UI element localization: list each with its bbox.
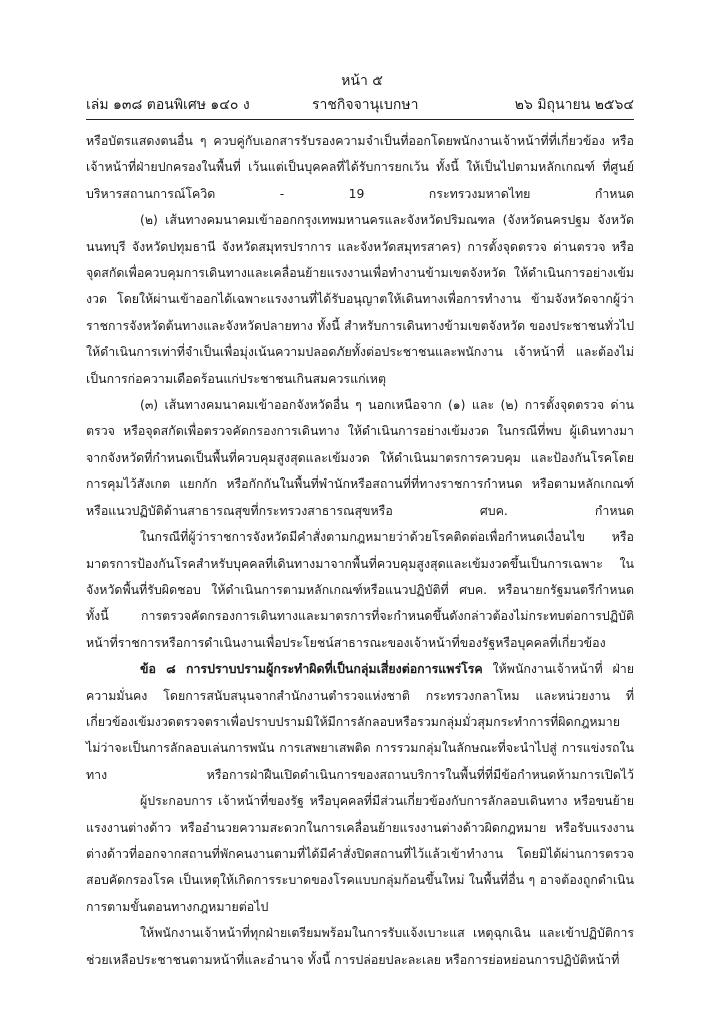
paragraph-text: ผู้ประกอบการ เจ้าหน้าที่ของรัฐ หรือบุคคลที่มีส่วนเกี่ยวข้องกับการลักลอบเดินทาง หรือขนย้ายแรงงานต่างด้าว หรืออำนวยความสะดวกในการเคลื่อนย้ายแรงงานต่างด้าวผิดกฎหมาย หรือรับแรงงานต่างด้าวที่ออกจากสถานที่พักคนงานตามที่ได้มีคำสั่งปิดสถานที่ไว้แล้วเข้าทำงาน โดยมิได้ผ่านการตรวจสอบคัดกรองโรค เป็นเหตุให้เกิดการระบาดของโรคแบบกลุ่มก้อนขึ้นใหม่ ในพื้นที่อื่น ๆ อาจต้องถูกดำเนินการตามขั้นตอนทางกฎหมายต่อไป [86,793,634,914]
paragraph-officials-readiness [86,920,634,973]
volume-issue: เล่ม ๑๓๘ ตอนพิเศษ ๑๔๐ ง [86,97,250,113]
paragraph-text: ให้พนักงานเจ้าหน้าที่ทุกฝ่ายเตรียมพร้อมในการรับแจ้งเบาะแส เหตุฉุกเฉิน และเข้าปฏิบัติการ ช่วยเหลือประชาชนตามหน้าที่และอำนาจ ทั้งนี้ การปล่อยปละละเลย หรือการย่อหย่อนการปฏิบัติหน้าที่ [86,925,634,967]
issue-date: ๒๖ มิถุนายน ๒๕๖๔ [514,97,634,113]
paragraph-text: ให้พนักงานเจ้าหน้าที่ ฝ่ายความมั่นคง โดยการสนับสนุนจากสำนักงานตำรวจแห่งชาติ กระทรวงกลาโหม และหน่วยงาน ที่เกี่ยวข้องเข้มงวดตรวจตราเพื่อปราบปรามมิให้มีการลักลอบหรือรวมกลุ่มมั่วสุมกระทำการที่ผิดกฎหมาย ไม่ว่าจะเป็นการลักลอบเล่นการพนัน การเสพยาเสพติด การรวมกลุ่มในลักษณะที่จะนำไปสู่ การแข่งรถในทาง หรือการฝ่าฝืนเปิดดำเนินการของสถานบริการในพื้นที่ที่มีข้อกำหนดห้ามการเปิดไว้ [86,661,634,782]
page-number: หน้า ๕ [341,73,383,89]
paragraph-continuation [86,128,634,207]
document-body [86,128,634,973]
paragraph-text: ในกรณีที่ผู้ว่าราชการจังหวัดมีคำสั่งตามกฎหมายว่าด้วยโรคติดต่อเพื่อกำหนดเงื่อนไข หรือมาตรการป้องกันโรคสำหรับบุคคลที่เดินทางมาจากพื้นที่ควบคุมสูงสุดและเข้มงวดขึ้นเป็นการเฉพาะ ในจังหวัดพื้นที่รับผิดชอบ ให้ดำเนินการตามหลักเกณฑ์หรือแนวปฏิบัติที่ ศบค. หรือนายกรัฐมนตรีกำหนด ทั้งนี้ การตรวจคัดกรองการเดินทางและมาตรการที่จะกำหนดขึ้นดังกล่าวต้องไม่กระทบต่อการปฏิบัติ หน้าที่ราชการหรือการดำเนินงานเพื่อประโยชน์สาธารณะของเจ้าหน้าที่ของรัฐหรือบุคคลที่เกี่ยวข้อง [86,529,634,650]
paragraph-text: (๓) เส้นทางคมนาคมเข้าออกจังหวัดอื่น ๆ นอกเหนือจาก (๑) และ (๒) การตั้งจุดตรวจ ด่านตรวจ หรือจุดสกัดเพื่อตรวจคัดกรองการเดินทาง ให้ดำเนินการอย่างเข้มงวด ในกรณีที่พบ ผู้เดินทางมาจากจังหวัดที่กำหนดเป็นพื้นที่ควบคุมสูงสุดและเข้มงวด ให้ดำเนินมาตรการควบคุม และป้องกันโรคโดยการคุมไว้สังเกต แยกกัก หรือกักกันในพื้นที่พำนักหรือสถานที่ที่ทางราชการกำหนด หรือตามหลักเกณฑ์หรือแนวปฏิบัติด้านสาธารณสุขที่กระทรวงสาธารณสุขหรือ ศบค. กำหนด [86,397,634,518]
paragraph-operators [86,788,634,920]
paragraph-clause-3 [86,392,634,524]
paragraph-governor-order [86,524,634,656]
gazette-title: ราชกิจจานุเบกษา [312,97,419,113]
header-rule [86,119,634,120]
paragraph-clause-2 [86,207,634,392]
section-8-heading: ข้อ ๘ การปราบปรามผู้กระทำผิดที่เป็นกลุ่มเสี่ยงต่อการแพร่โรค [140,661,483,677]
paragraph-text: หรือบัตรแสดงตนอื่น ๆ ควบคู่กับเอกสารรับรองความจำเป็นที่ออกโดยพนักงานเจ้าหน้าที่ที่เกี่ยวข้อง หรือเจ้าหน้าที่ฝ่ายปกครองในพื้นที่ เว้นแต่เป็นบุคคลที่ได้รับการยกเว้น ทั้งนี้ ให้เป็นไปตามหลักเกณฑ์ ที่ศูนย์บริหารสถานการณ์โควิด - 19 กระทรวงมหาดไทย กำหนด [86,133,634,201]
paragraph-text: (๒) เส้นทางคมนาคมเข้าออกกรุงเทพมหานครและจังหวัดปริมณฑล (จังหวัดนครปฐม จังหวัดนนทบุรี จังหวัดปทุมธานี จังหวัดสมุทรปราการ และจังหวัดสมุทรสาคร) การตั้งจุดตรวจ ด่านตรวจ หรือจุดสกัดเพื่อควบคุมการเดินทางและเคลื่อนย้ายแรงงานเพื่อทำงานข้ามเขตจังหวัด ให้ดำเนินการอย่างเข้มงวด โดยให้ผ่านเข้าออกได้เฉพาะแรงงานที่ได้รับอนุญาตให้เดินทางเพื่อการทำงาน ข้ามจังหวัดจากผู้ว่าราชการจังหวัดต้นทางและจังหวัดปลายทาง ทั้งนี้ สำหรับการเดินทางข้ามเขตจังหวัด ของประชาชนทั่วไป ให้ดำเนินการเท่าที่จำเป็นเพื่อมุ่งเน้นความปลอดภัยทั้งต่อประชาชนและพนักงาน เจ้าหน้าที่ และต้องไม่เป็นการก่อความเดือดร้อนแก่ประชาชนเกินสมควรแก่เหตุ [86,212,634,386]
paragraph-section-8 [86,656,634,788]
